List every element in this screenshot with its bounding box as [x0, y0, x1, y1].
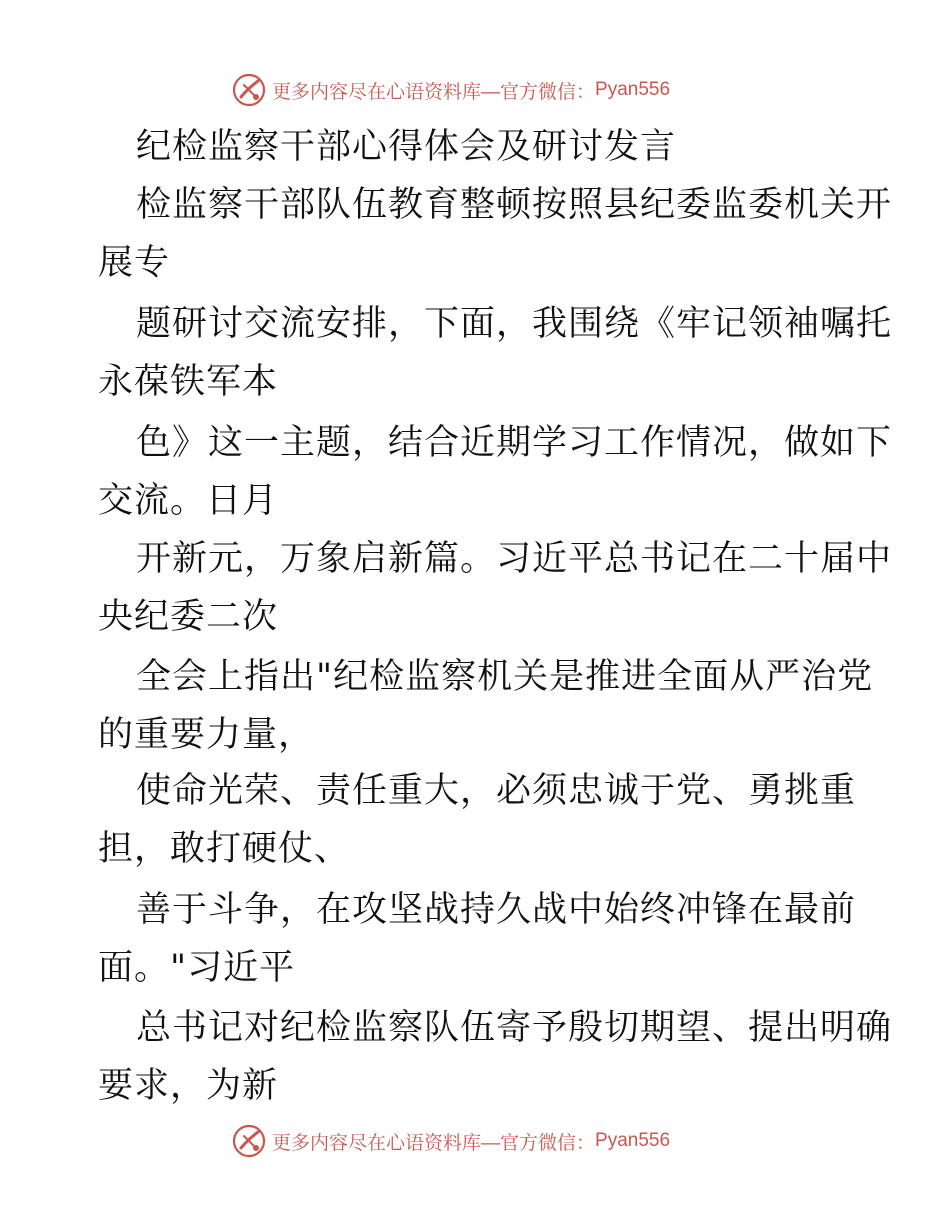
body-line: 永葆铁军本	[98, 362, 279, 402]
banner-main-text: 更多内容尽在心语资料库	[272, 1132, 482, 1154]
body-line: 纪检监察干部心得体会及研讨发言	[136, 127, 677, 167]
logo-icon	[232, 1124, 266, 1158]
body-line: 的重要力量，	[98, 715, 315, 755]
body-line: 检监察干部队伍教育整顿按照县纪委监委机关开	[136, 185, 893, 225]
body-line: 担，敢打硬仗、	[98, 829, 351, 869]
banner-sub-text: —官方微信：	[481, 1132, 596, 1154]
body-line: 使命光荣、责任重大，必须忠诚于党、勇挑重	[136, 771, 857, 811]
body-line: 要求，为新	[98, 1066, 279, 1106]
banner-wechat-handle: Pyan556	[595, 1130, 671, 1151]
banner-sub-text: —官方微信：	[481, 81, 596, 103]
body-line: 央纪委二次	[98, 597, 279, 637]
footer-banner	[232, 1121, 752, 1161]
banner-wechat-handle: Pyan556	[595, 79, 671, 100]
body-line: 总书记对纪检监察队伍寄予殷切期望、提出明确	[136, 1008, 893, 1048]
body-line: 善于斗争，在攻坚战持久战中始终冲锋在最前	[136, 890, 857, 930]
body-line: 交流。日月	[98, 481, 279, 521]
body-line: 全会上指出"纪检监察机关是推进全面从严治党	[136, 657, 874, 697]
logo-icon	[232, 73, 266, 107]
body-line: 展专	[98, 243, 171, 283]
body-line: 色》这一主题，结合近期学习工作情况，做如下	[136, 423, 893, 463]
body-line: 题研讨交流安排，下面，我围绕《牢记领袖嘱托	[136, 304, 893, 344]
header-banner	[232, 70, 752, 110]
body-line: 面。"习近平	[98, 948, 296, 988]
body-line: 开新元，万象启新篇。习近平总书记在二十届中	[136, 539, 893, 579]
banner-main-text: 更多内容尽在心语资料库	[272, 81, 482, 103]
